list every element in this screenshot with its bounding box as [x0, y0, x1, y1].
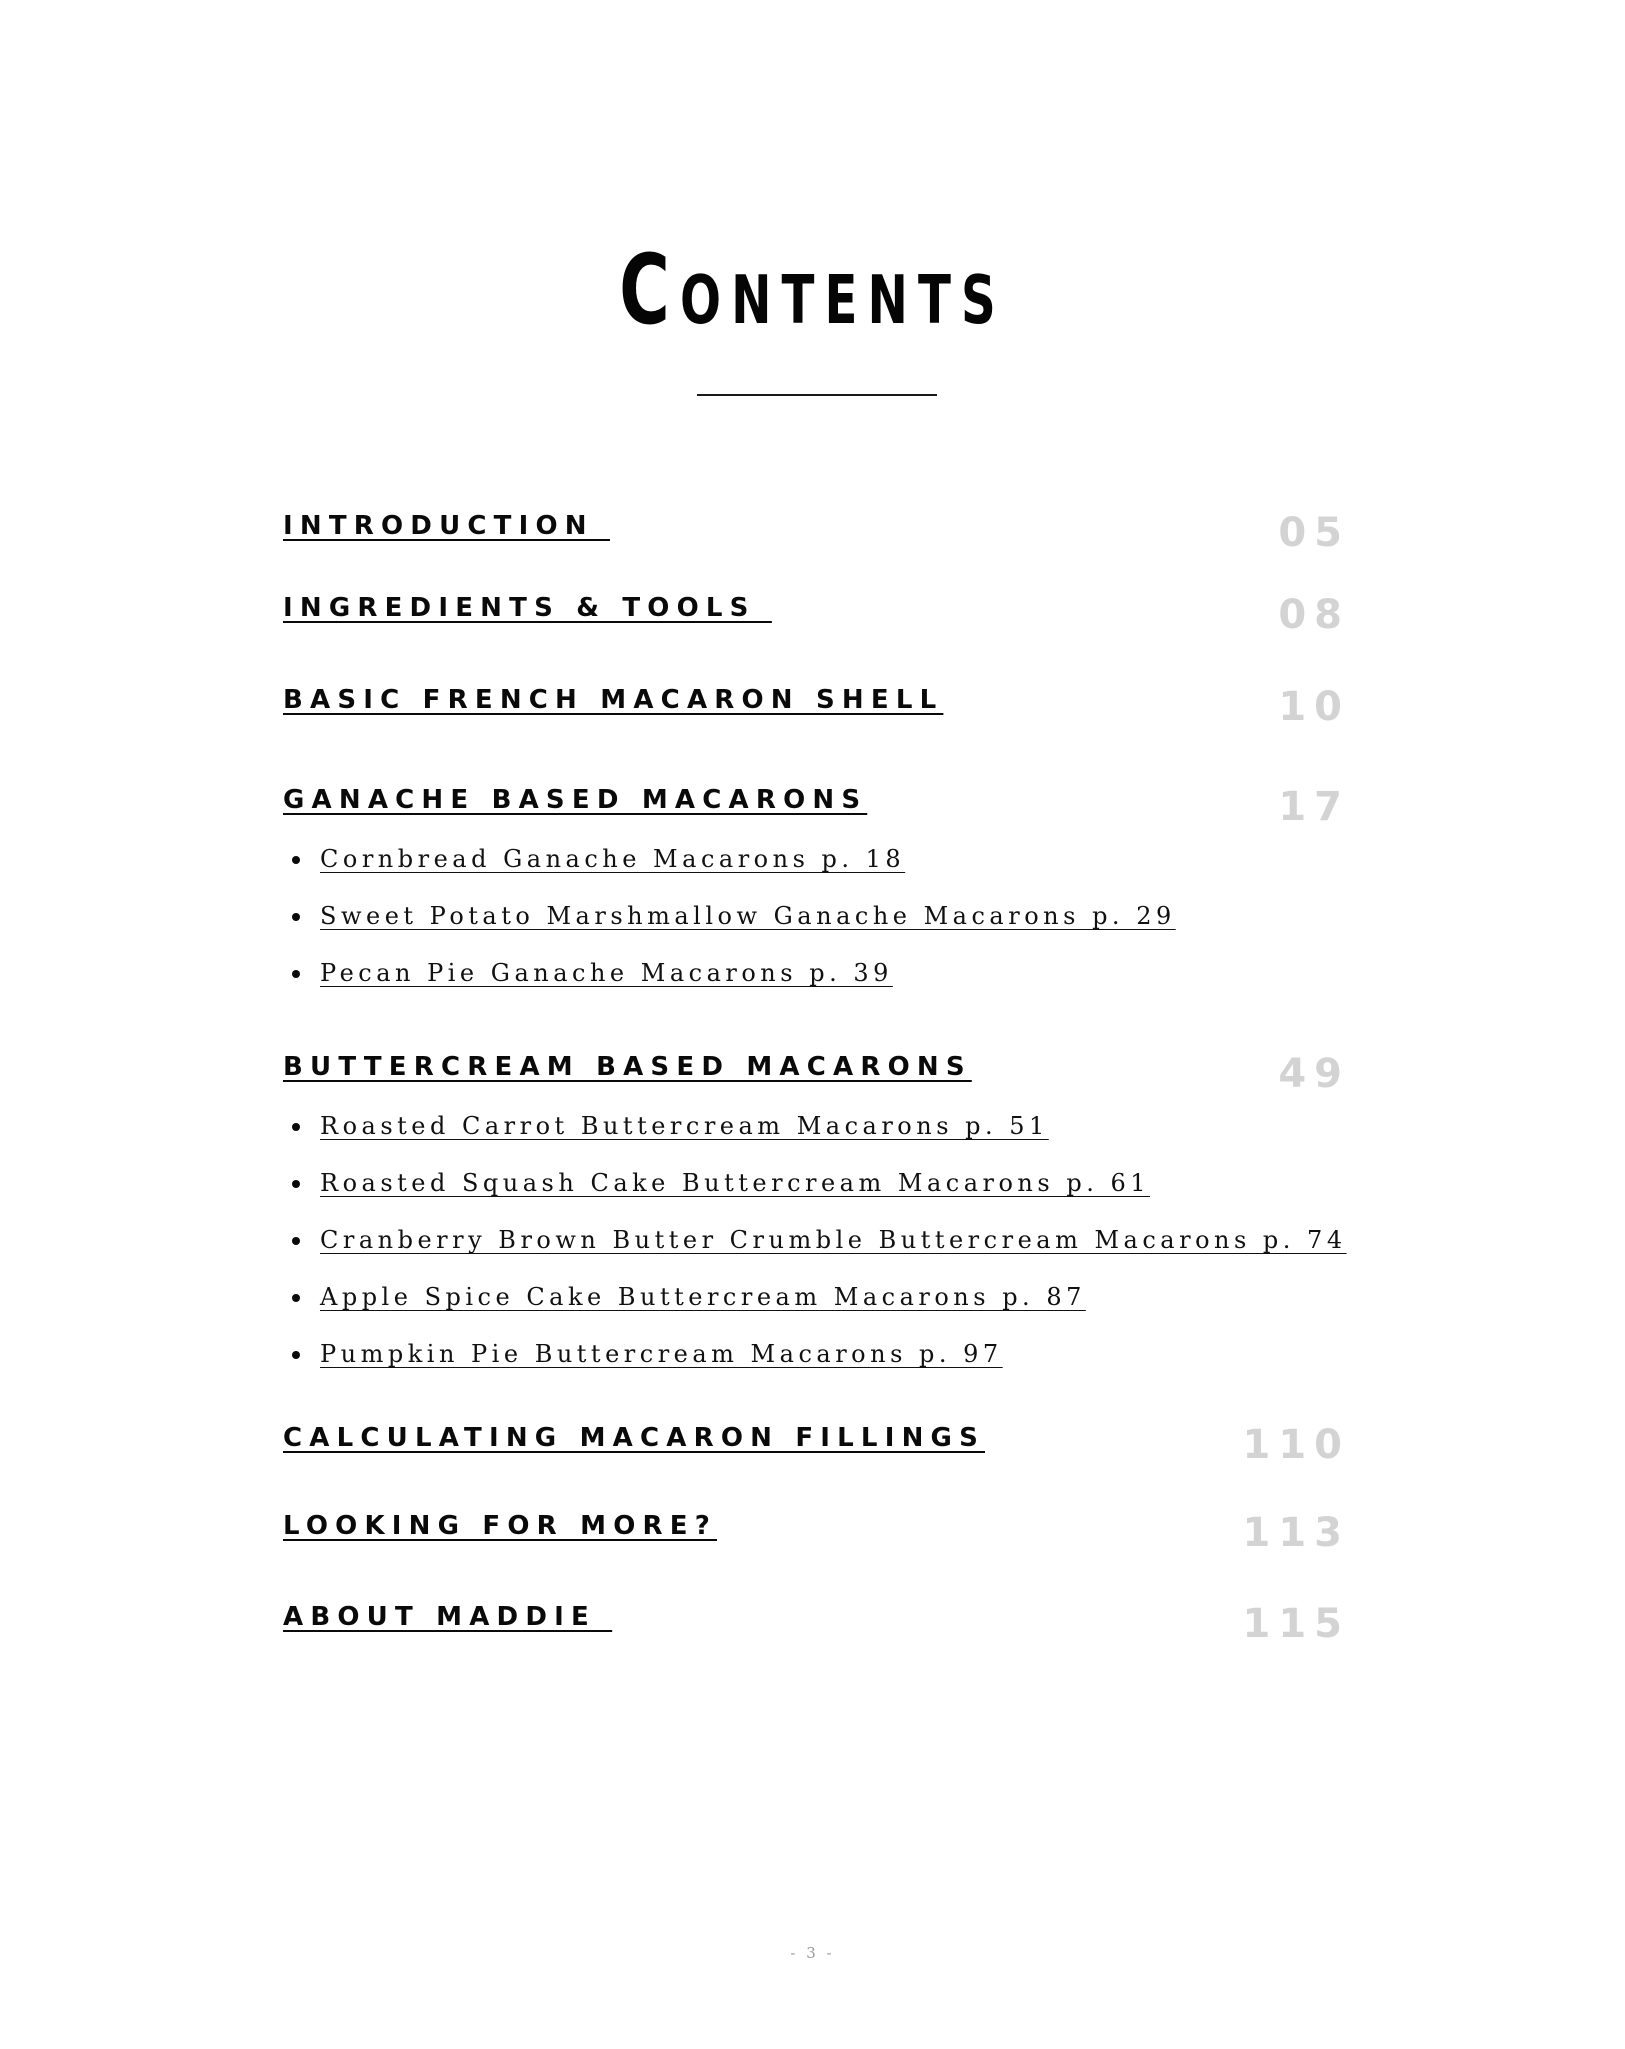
list-item[interactable]: [292, 1109, 1352, 1166]
toc-entry-page: 49: [1278, 1051, 1350, 1097]
toc-entry-title[interactable]: CALCULATING MACARON FILLINGS: [283, 1423, 985, 1453]
toc-entry-title[interactable]: BASIC FRENCH MACARON SHELL: [283, 685, 944, 715]
toc-entry-title[interactable]: GANACHE BASED MACARONS: [283, 785, 868, 815]
bullet-icon: [292, 1294, 300, 1302]
toc-entry-ganache-macarons[interactable]: [283, 783, 1350, 843]
toc-entry-page: 113: [1242, 1510, 1350, 1556]
page-folio: - 3 -: [790, 1944, 835, 1962]
recipe-link[interactable]: Roasted Squash Cake Buttercream Macarons p. 61: [320, 1169, 1150, 1197]
toc-entry-page: 110: [1242, 1422, 1350, 1468]
bullet-icon: [292, 1180, 300, 1188]
title-divider: [697, 394, 937, 396]
toc-entry-looking-for-more[interactable]: [283, 1509, 1350, 1569]
recipe-link[interactable]: Pumpkin Pie Buttercream Macarons p. 97: [320, 1340, 1003, 1368]
bullet-icon: [292, 913, 300, 921]
toc-entry-buttercream-macarons[interactable]: [283, 1050, 1350, 1110]
list-item[interactable]: [292, 1337, 1352, 1394]
toc-entry-basic-shell[interactable]: [283, 683, 1350, 743]
recipe-link[interactable]: Cranberry Brown Butter Crumble Buttercream Macarons p. 74: [320, 1226, 1347, 1254]
list-item[interactable]: [292, 1223, 1352, 1280]
toc-entry-title[interactable]: ABOUT MADDIE: [283, 1602, 613, 1632]
toc-entry-about-maddie[interactable]: [283, 1600, 1350, 1660]
toc-entry-ingredients-tools[interactable]: [283, 591, 1350, 651]
bullet-icon: [292, 1237, 300, 1245]
list-item[interactable]: [292, 956, 1352, 1013]
toc-entry-title[interactable]: INTRODUCTION: [283, 511, 610, 541]
list-item[interactable]: [292, 1166, 1352, 1223]
bullet-icon: [292, 1123, 300, 1131]
toc-entry-page: 115: [1242, 1601, 1350, 1647]
toc-entry-page: 17: [1278, 784, 1350, 830]
toc-entry-title[interactable]: INGREDIENTS & TOOLS: [283, 593, 772, 623]
toc-entry-calculating-fillings[interactable]: [283, 1421, 1350, 1481]
toc-entry-title[interactable]: LOOKING FOR MORE?: [283, 1511, 717, 1541]
recipe-link[interactable]: Sweet Potato Marshmallow Ganache Macarons p. 29: [320, 902, 1176, 930]
recipe-link[interactable]: Roasted Carrot Buttercream Macarons p. 51: [320, 1112, 1049, 1140]
ganache-recipe-list: [292, 842, 1352, 1013]
list-item[interactable]: [292, 899, 1352, 956]
bullet-icon: [292, 1351, 300, 1359]
recipe-link[interactable]: Cornbread Ganache Macarons p. 18: [320, 845, 906, 873]
recipe-link[interactable]: Apple Spice Cake Buttercream Macarons p. 87: [320, 1283, 1086, 1311]
toc-entry-page: 05: [1278, 510, 1350, 556]
toc-entry-introduction[interactable]: [283, 509, 1350, 569]
toc-entry-page: 10: [1278, 684, 1350, 730]
toc-entry-page: 08: [1278, 592, 1350, 638]
bullet-icon: [292, 970, 300, 978]
page-title: Contents: [619, 234, 1006, 346]
toc-entry-title[interactable]: BUTTERCREAM BASED MACARONS: [283, 1052, 972, 1082]
buttercream-recipe-list: [292, 1109, 1352, 1394]
recipe-link[interactable]: Pecan Pie Ganache Macarons p. 39: [320, 959, 893, 987]
bullet-icon: [292, 856, 300, 864]
list-item[interactable]: [292, 1280, 1352, 1337]
list-item[interactable]: [292, 842, 1352, 899]
